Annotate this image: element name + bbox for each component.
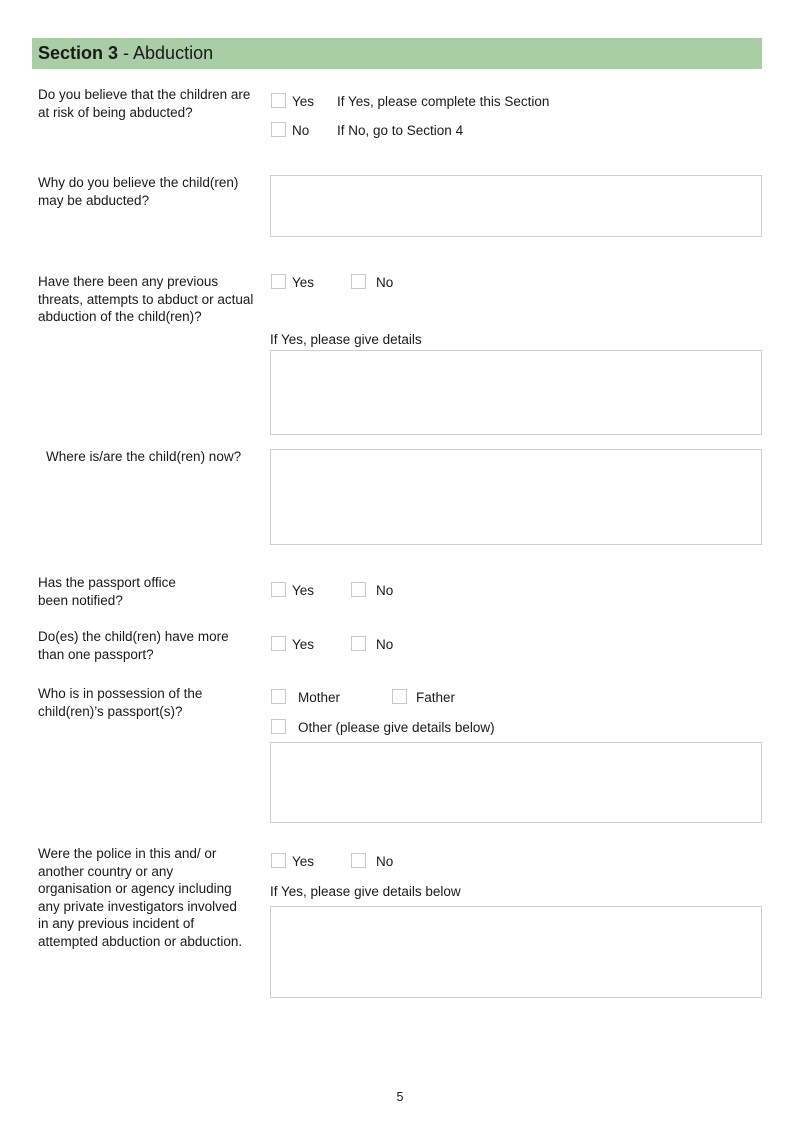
police-no-checkbox[interactable] bbox=[351, 853, 366, 868]
possession-other-checkbox[interactable] bbox=[271, 719, 286, 734]
passport-office-yes-checkbox[interactable] bbox=[271, 582, 286, 597]
question-passport-office: Has the passport office been notified? bbox=[38, 575, 176, 608]
children-location-textarea[interactable] bbox=[270, 449, 762, 545]
passport-office-no-label: No bbox=[376, 583, 394, 598]
possession-other-label: Other (please give details below) bbox=[298, 720, 495, 735]
question-why-abducted: Why do you believe the child(ren) may be abducted? bbox=[38, 175, 239, 208]
police-yes-checkbox[interactable] bbox=[271, 853, 286, 868]
multiple-passports-yes-label: Yes bbox=[292, 637, 315, 652]
risk-no-checkbox[interactable] bbox=[271, 122, 286, 137]
passport-office-yes-label: Yes bbox=[292, 583, 315, 598]
threats-no-checkbox[interactable] bbox=[351, 274, 366, 289]
police-details-textarea[interactable] bbox=[270, 906, 762, 998]
police-details-label: If Yes, please give details below bbox=[270, 884, 461, 899]
risk-yes-checkbox[interactable] bbox=[271, 93, 286, 108]
possession-details-textarea[interactable] bbox=[270, 742, 762, 823]
possession-mother-checkbox[interactable] bbox=[271, 689, 286, 704]
police-no-label: No bbox=[376, 854, 394, 869]
threats-yes-label: Yes bbox=[292, 275, 315, 290]
multiple-passports-no-label: No bbox=[376, 637, 394, 652]
section-number: Section 3 bbox=[38, 43, 119, 63]
question-police-involvement: Were the police in this and/ or another country or any organisation or agency including any private investigators involved in any previous incident of attempted abduction or abduction. bbox=[38, 846, 243, 949]
section-title: - Abduction bbox=[118, 43, 214, 63]
possession-father-checkbox[interactable] bbox=[392, 689, 407, 704]
multiple-passports-no-checkbox[interactable] bbox=[351, 636, 366, 651]
threats-details-textarea[interactable] bbox=[270, 350, 762, 435]
multiple-passports-yes-checkbox[interactable] bbox=[271, 636, 286, 651]
possession-father-label: Father bbox=[416, 690, 456, 705]
risk-no-label: No bbox=[292, 123, 310, 138]
risk-yes-note: If Yes, please complete this Section bbox=[337, 94, 550, 109]
section-header bbox=[32, 38, 762, 69]
risk-yes-label: Yes bbox=[292, 94, 315, 109]
threats-no-label: No bbox=[376, 275, 394, 290]
question-risk-of-abduction: Do you believe that the children are at risk of being abducted? bbox=[38, 87, 251, 120]
page-number: 5 bbox=[396, 1090, 404, 1104]
question-passport-possession: Who is in possession of the child(ren)’s passport(s)? bbox=[38, 686, 203, 719]
threats-details-label: If Yes, please give details bbox=[270, 332, 422, 347]
threats-yes-checkbox[interactable] bbox=[271, 274, 286, 289]
risk-no-note: If No, go to Section 4 bbox=[337, 123, 464, 138]
passport-office-no-checkbox[interactable] bbox=[351, 582, 366, 597]
why-abducted-textarea[interactable] bbox=[270, 175, 762, 237]
question-children-location: Where is/are the child(ren) now? bbox=[46, 449, 242, 464]
possession-mother-label: Mother bbox=[298, 690, 341, 705]
question-previous-threats: Have there been any previous threats, attempts to abduct or actual abduction of the child(ren)? bbox=[38, 274, 254, 324]
question-multiple-passports: Do(es) the child(ren) have more than one passport? bbox=[38, 629, 229, 662]
police-yes-label: Yes bbox=[292, 854, 315, 869]
